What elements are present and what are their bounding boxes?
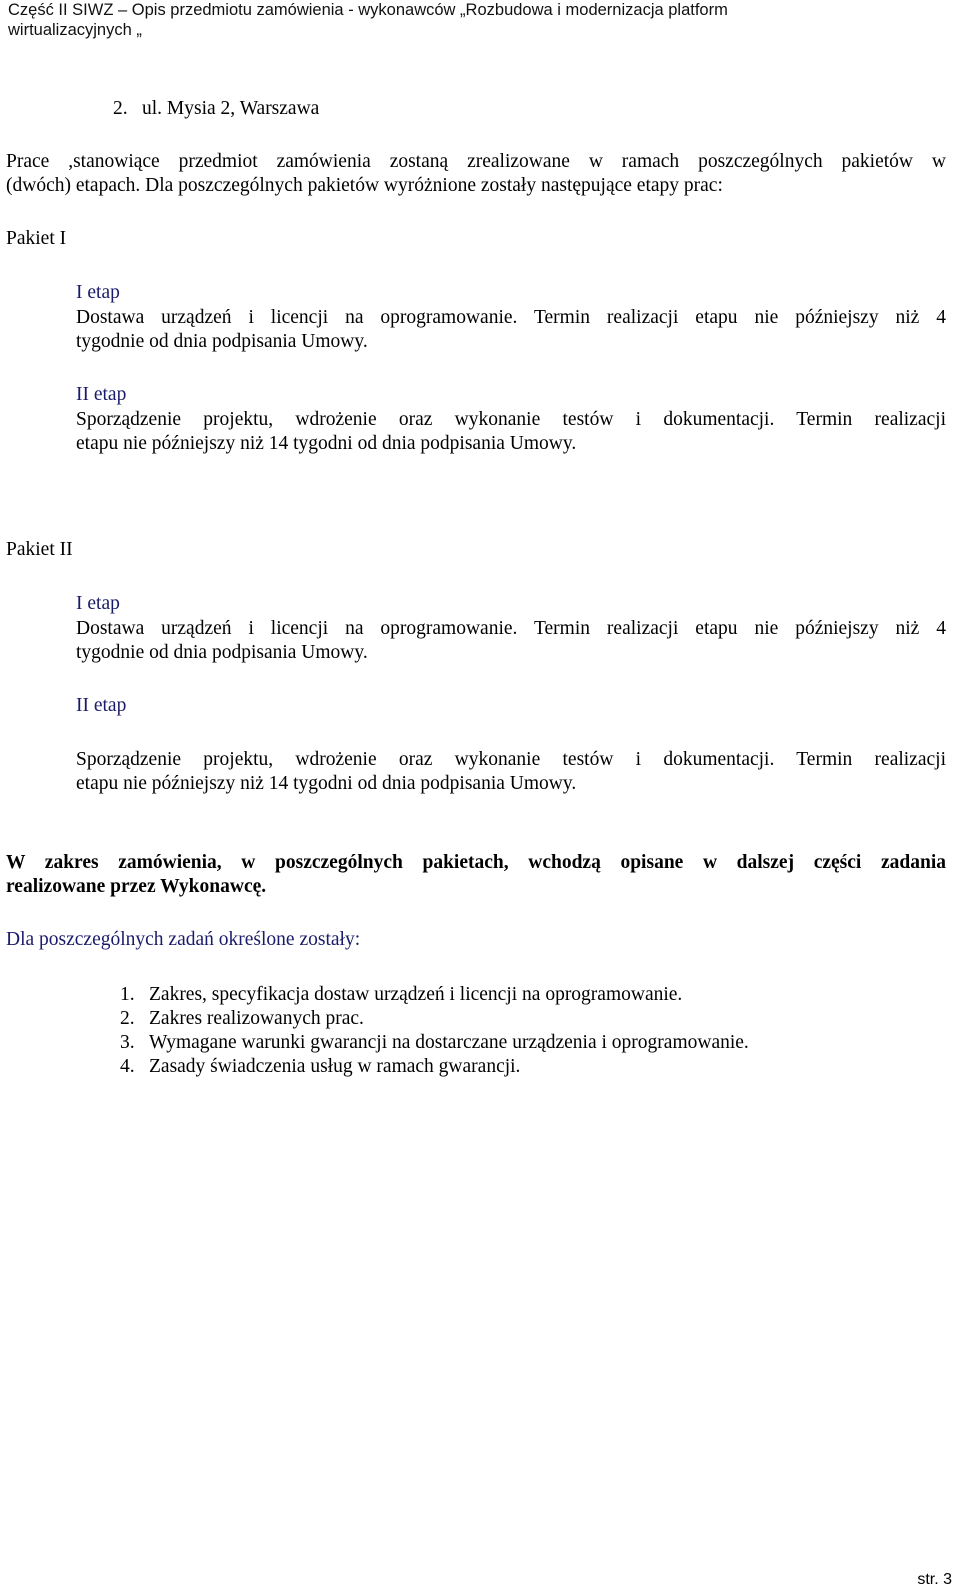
task-list-item-4 [120, 1055, 520, 1079]
pakiet-1-etap-2-line1: Sporządzenie projektu, wdrożenie oraz wykonanie testów i dokumentacji. Termin realizacji [76, 409, 946, 430]
task-list-item-3 [120, 1031, 749, 1055]
intro-line1: Prace ,stanowiące przedmiot zamówienia zostaną zrealizowane w ramach poszczególnych pakietów w [6, 151, 946, 172]
pakiet-2-etap-1-line2: tygodnie od dnia podpisania Umowy. [76, 642, 368, 663]
pakiet-2-etap-2-title: II etap [76, 695, 127, 716]
document-header-line2: wirtualizacyjnych „ [8, 21, 142, 39]
task-text: Zasady świadczenia usług w ramach gwarancji. [149, 1056, 521, 1077]
pakiet-2-etap-1-line1: Dostawa urządzeń i licencji na oprogramowanie. Termin realizacji etapu nie późniejszy niż 4 [76, 618, 946, 639]
pakiet-1-etap-2-title: II etap [76, 384, 127, 405]
address-text: ul. Mysia 2, Warszawa [142, 98, 320, 119]
page-number: str. 3 [917, 1571, 952, 1588]
address-item [113, 97, 319, 121]
task-number: 4. [120, 1056, 135, 1077]
task-number: 1. [120, 984, 135, 1005]
task-text: Zakres, specyfikacja dostaw urządzeń i licencji na oprogramowanie. [149, 984, 683, 1005]
task-number: 3. [120, 1032, 135, 1053]
pakiet-1-title: Pakiet I [6, 228, 67, 249]
pakiet-2-etap-1-title: I etap [76, 593, 120, 614]
pakiet-2-etap-2-line2: etapu nie późniejszy niż 14 tygodni od dnia podpisania Umowy. [76, 773, 577, 794]
scope-line2: realizowane przez Wykonawcę. [6, 876, 267, 897]
pakiet-1-etap-1-line2: tygodnie od dnia podpisania Umowy. [76, 331, 368, 352]
pakiet-2-etap-2-line1: Sporządzenie projektu, wdrożenie oraz wykonanie testów i dokumentacji. Termin realizacji [76, 749, 946, 770]
pakiet-1-etap-2-line2: etapu nie późniejszy niż 14 tygodni od dnia podpisania Umowy. [76, 433, 577, 454]
task-text: Zakres realizowanych prac. [149, 1008, 364, 1029]
task-number: 2. [120, 1008, 135, 1029]
address-number: 2. [113, 98, 128, 119]
tasks-heading: Dla poszczególnych zadań określone zostały: [6, 929, 361, 950]
document-header-line1: Część II SIWZ – Opis przedmiotu zamówienia - wykonawców „Rozbudowa i modernizacja platform [8, 1, 728, 19]
task-list-item-1 [120, 983, 682, 1007]
intro-line2: (dwóch) etapach. Dla poszczególnych pakietów wyróżnione zostały następujące etapy prac: [6, 175, 723, 196]
task-text: Wymagane warunki gwarancji na dostarczane urządzenia i oprogramowanie. [149, 1032, 749, 1053]
task-list-item-2 [120, 1007, 364, 1031]
scope-line1: W zakres zamówienia, w poszczególnych pakietach, wchodzą opisane w dalszej części zadania [6, 852, 946, 873]
pakiet-1-etap-1-title: I etap [76, 282, 120, 303]
pakiet-1-etap-1-line1: Dostawa urządzeń i licencji na oprogramowanie. Termin realizacji etapu nie późniejszy niż 4 [76, 307, 946, 328]
pakiet-2-title: Pakiet II [6, 539, 73, 560]
